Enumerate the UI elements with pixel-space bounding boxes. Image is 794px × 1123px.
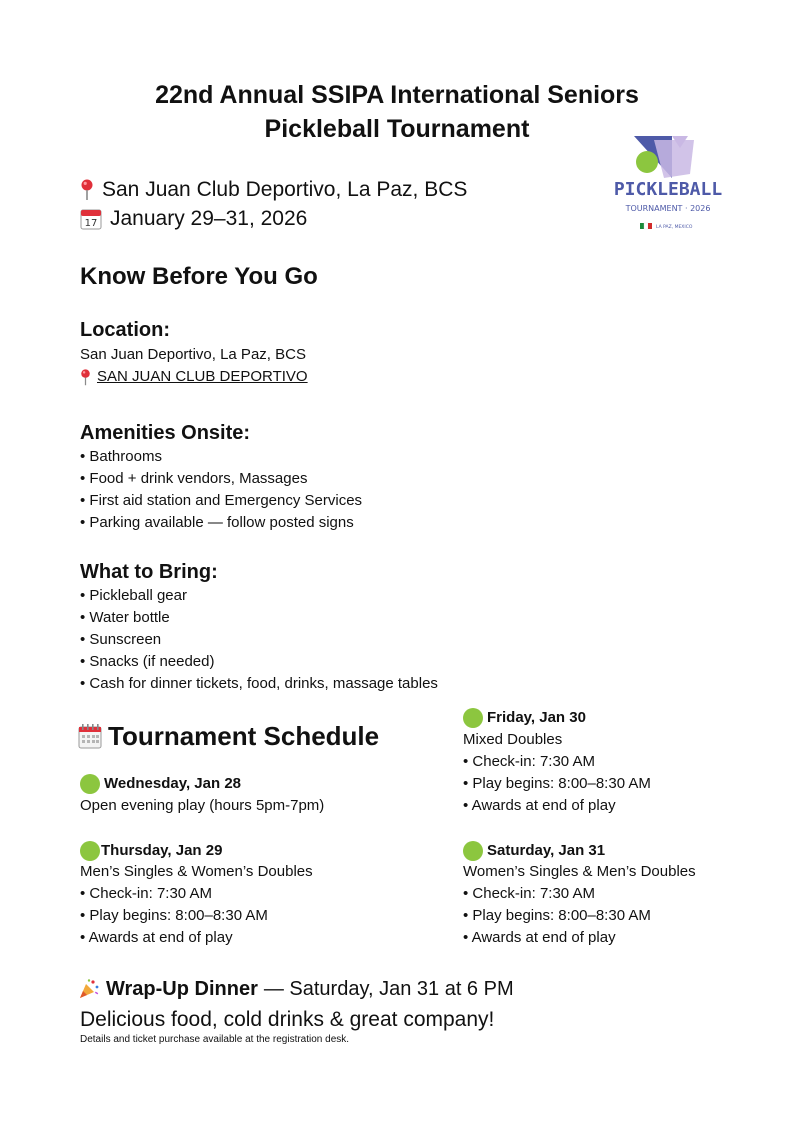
- logo-subtitle: TOURNAMENT · 2026: [625, 204, 711, 213]
- dates-line: [80, 205, 307, 233]
- location-address: San Juan Deportivo, La Paz, BCS: [80, 346, 306, 363]
- title-line-2: Pickleball Tournament: [264, 115, 530, 143]
- schedule-heading-text: Tournament Schedule: [108, 721, 380, 751]
- bring-heading: What to Bring:: [80, 561, 218, 583]
- tournament-logo: [612, 134, 724, 234]
- venue-map-link[interactable]: SAN JUAN CLUB DEPORTIVO: [97, 368, 308, 385]
- day-friday: [463, 707, 586, 729]
- venue-text: San Juan Club Deportivo, La Paz, BCS: [102, 178, 468, 201]
- list-item: • Check-in: 7:30 AM: [80, 885, 212, 902]
- day-event: Mixed Doubles: [463, 731, 563, 748]
- amenities-list: [80, 446, 362, 534]
- day-saturday: [463, 840, 605, 862]
- venue-line: [80, 176, 467, 204]
- pin-icon: [80, 179, 94, 201]
- list-item: • Snacks (if needed): [80, 653, 215, 670]
- day-details: [463, 883, 651, 949]
- svg-text:17: 17: [84, 218, 98, 229]
- spiral-calendar-icon: [78, 723, 102, 749]
- day-thursday: [80, 840, 222, 862]
- pin-icon: [80, 369, 91, 386]
- dinner-title: Wrap-Up Dinner: [106, 978, 258, 1000]
- list-item: • Pickleball gear: [80, 587, 187, 604]
- list-item: • Play begins: 8:00–8:30 AM: [80, 907, 268, 924]
- list-item: • Awards at end of play: [463, 929, 616, 946]
- green-ball-icon: [463, 708, 483, 728]
- day-title: Wednesday, Jan 28: [104, 775, 242, 792]
- dinner-when: — Saturday, Jan 31 at 6 PM: [263, 978, 514, 1000]
- day-wednesday: [80, 773, 241, 795]
- location-heading: Location:: [80, 319, 170, 341]
- logo-graphic: [612, 134, 724, 234]
- list-item: • Sunscreen: [80, 631, 162, 648]
- schedule-heading: [78, 720, 379, 752]
- day-title: Thursday, Jan 29: [101, 842, 223, 859]
- dinner-tagline: Delicious food, cold drinks & great company!: [80, 1008, 495, 1031]
- dates-text: January 29–31, 2026: [110, 207, 308, 230]
- party-popper-icon: [78, 978, 100, 1000]
- day-event: Women’s Singles & Men’s Doubles: [463, 863, 696, 880]
- day-details: [80, 883, 268, 949]
- list-item: • Check-in: 7:30 AM: [463, 753, 595, 770]
- list-item: • First aid station and Emergency Services: [80, 492, 363, 509]
- know-heading: Know Before You Go: [80, 263, 318, 290]
- list-item: • Cash for dinner tickets, food, drinks, massage tables: [80, 675, 438, 692]
- day-title: Saturday, Jan 31: [487, 842, 606, 859]
- list-item: • Water bottle: [80, 609, 170, 626]
- bring-list: [80, 585, 438, 695]
- list-item: • Play begins: 8:00–8:30 AM: [463, 907, 651, 924]
- day-event: Open evening play (hours 5pm-7pm): [80, 797, 325, 814]
- calendar-icon: [80, 208, 102, 230]
- list-item: • Parking available — follow posted signs: [80, 514, 354, 531]
- amenities-heading: Amenities Onsite:: [80, 422, 251, 444]
- list-item: • Check-in: 7:30 AM: [463, 885, 595, 902]
- list-item: • Food + drink vendors, Massages: [80, 470, 308, 487]
- green-ball-icon: [80, 774, 100, 794]
- day-event: Men’s Singles & Women’s Doubles: [80, 863, 313, 880]
- dinner-line: [78, 976, 514, 1002]
- location-link-line: [80, 366, 308, 388]
- dinner-note: Details and ticket purchase available at the registration desk.: [80, 1034, 350, 1045]
- list-item: • Awards at end of play: [463, 797, 616, 814]
- day-title: Friday, Jan 30: [487, 709, 586, 726]
- logo-place: LA PAZ, MEXICO: [656, 225, 693, 230]
- logo-word: PICKLEBALL: [613, 179, 723, 200]
- green-ball-icon: [80, 841, 100, 861]
- day-details: [463, 751, 651, 817]
- title-line-1: 22nd Annual SSIPA International Seniors: [155, 81, 639, 109]
- list-item: • Awards at end of play: [80, 929, 233, 946]
- green-ball-icon: [463, 841, 483, 861]
- list-item: • Play begins: 8:00–8:30 AM: [463, 775, 651, 792]
- list-item: • Bathrooms: [80, 448, 162, 465]
